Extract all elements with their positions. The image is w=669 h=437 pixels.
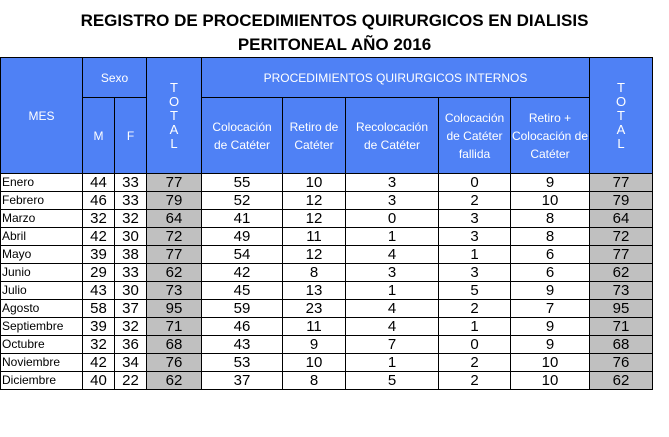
cell-f: 32	[115, 318, 147, 336]
cell-colocacion: 54	[202, 246, 283, 264]
cell-m: 40	[83, 372, 115, 390]
cell-colocacion: 37	[202, 372, 283, 390]
cell-retiro: 10	[283, 354, 346, 372]
cell-m: 43	[83, 282, 115, 300]
cell-colocacion-fallida: 3	[439, 264, 511, 282]
header-f: F	[115, 98, 147, 174]
cell-mes: Agosto	[1, 300, 83, 318]
cell-total: 62	[147, 372, 202, 390]
table-body	[1, 174, 653, 390]
cell-colocacion-fallida: 2	[439, 372, 511, 390]
page-subtitle: PERITONEAL AÑO 2016	[237, 35, 432, 54]
cell-retiro: 8	[283, 264, 346, 282]
total-letter: O	[615, 93, 627, 109]
cell-colocacion-fallida: 2	[439, 192, 511, 210]
cell-retiro-colocacion: 10	[511, 192, 590, 210]
cell-total-2: 77	[590, 174, 653, 192]
cell-m: 39	[83, 318, 115, 336]
cell-recolocacion: 7	[346, 336, 439, 354]
cell-recolocacion: 0	[346, 210, 439, 228]
cell-colocacion: 55	[202, 174, 283, 192]
cell-retiro-colocacion: 10	[511, 354, 590, 372]
cell-total-2: 79	[590, 192, 653, 210]
cell-mes: Enero	[1, 174, 83, 192]
cell-recolocacion: 4	[346, 300, 439, 318]
cell-f: 33	[115, 264, 147, 282]
cell-total: 77	[147, 174, 202, 192]
cell-total-2: 71	[590, 318, 653, 336]
cell-colocacion-fallida: 5	[439, 282, 511, 300]
cell-m: 44	[83, 174, 115, 192]
cell-recolocacion: 4	[346, 318, 439, 336]
cell-colocacion: 46	[202, 318, 283, 336]
total-letter: T	[170, 107, 178, 123]
cell-total-2: 64	[590, 210, 653, 228]
cell-retiro: 11	[283, 228, 346, 246]
total-letter: A	[616, 121, 626, 137]
cell-f: 30	[115, 228, 147, 246]
cell-retiro-colocacion: 9	[511, 318, 590, 336]
total-letter: L	[617, 135, 625, 151]
cell-mes: Junio	[1, 264, 83, 282]
cell-colocacion: 52	[202, 192, 283, 210]
cell-mes: Noviembre	[1, 354, 83, 372]
total-letter: T	[617, 79, 625, 95]
cell-total: 62	[147, 264, 202, 282]
cell-retiro-colocacion: 6	[511, 246, 590, 264]
cell-mes: Marzo	[1, 210, 83, 228]
cell-total-2: 76	[590, 354, 653, 372]
table-row	[1, 192, 653, 210]
table-row	[1, 228, 653, 246]
header-recolocacion: Recolocación de Catéter	[346, 98, 439, 174]
cell-retiro: 10	[283, 174, 346, 192]
cell-total-2: 95	[590, 300, 653, 318]
total-letter: A	[169, 121, 179, 137]
table-row	[1, 174, 653, 192]
registro-table	[0, 57, 653, 390]
cell-colocacion-fallida: 3	[439, 228, 511, 246]
cell-colocacion-fallida: 3	[439, 210, 511, 228]
cell-retiro: 12	[283, 246, 346, 264]
cell-f: 30	[115, 282, 147, 300]
cell-retiro-colocacion: 8	[511, 210, 590, 228]
total-letter: O	[168, 93, 180, 109]
header-mes: MES	[1, 58, 83, 174]
cell-mes: Septiembre	[1, 318, 83, 336]
header-total-2	[590, 58, 653, 174]
cell-m: 32	[83, 336, 115, 354]
cell-mes: Julio	[1, 282, 83, 300]
total-letter: T	[617, 107, 625, 123]
header-total	[147, 58, 202, 174]
cell-colocacion: 45	[202, 282, 283, 300]
cell-retiro-colocacion: 9	[511, 282, 590, 300]
cell-recolocacion: 1	[346, 354, 439, 372]
cell-recolocacion: 4	[346, 246, 439, 264]
header-m: M	[83, 98, 115, 174]
header-colocacion-fallida: Colocación de Catéter fallida	[439, 98, 511, 174]
table-row	[1, 264, 653, 282]
header-colocacion: Colocación de Catéter	[202, 98, 283, 174]
cell-colocacion: 59	[202, 300, 283, 318]
cell-total-2: 73	[590, 282, 653, 300]
cell-m: 32	[83, 210, 115, 228]
header-retiro-colocacion: Retiro + Colocación de Catéter	[511, 98, 590, 174]
table-row	[1, 336, 653, 354]
cell-f: 34	[115, 354, 147, 372]
cell-f: 33	[115, 192, 147, 210]
cell-f: 37	[115, 300, 147, 318]
cell-f: 32	[115, 210, 147, 228]
cell-recolocacion: 3	[346, 174, 439, 192]
table-row	[1, 354, 653, 372]
cell-total: 73	[147, 282, 202, 300]
cell-retiro: 9	[283, 336, 346, 354]
cell-m: 42	[83, 354, 115, 372]
cell-colocacion-fallida: 2	[439, 300, 511, 318]
cell-retiro-colocacion: 10	[511, 372, 590, 390]
cell-f: 33	[115, 174, 147, 192]
cell-recolocacion: 3	[346, 192, 439, 210]
cell-total: 64	[147, 210, 202, 228]
cell-colocacion-fallida: 0	[439, 336, 511, 354]
cell-m: 29	[83, 264, 115, 282]
header-sexo: Sexo	[83, 58, 147, 98]
cell-f: 22	[115, 372, 147, 390]
cell-total: 71	[147, 318, 202, 336]
cell-mes: Octubre	[1, 336, 83, 354]
cell-mes: Diciembre	[1, 372, 83, 390]
cell-m: 46	[83, 192, 115, 210]
cell-total: 76	[147, 354, 202, 372]
cell-colocacion-fallida: 0	[439, 174, 511, 192]
cell-f: 36	[115, 336, 147, 354]
cell-colocacion-fallida: 1	[439, 246, 511, 264]
cell-m: 58	[83, 300, 115, 318]
header-procedimientos: PROCEDIMIENTOS QUIRURGICOS INTERNOS	[202, 58, 590, 98]
table-row	[1, 318, 653, 336]
cell-total: 77	[147, 246, 202, 264]
cell-retiro: 8	[283, 372, 346, 390]
cell-retiro: 13	[283, 282, 346, 300]
table-row	[1, 372, 653, 390]
cell-recolocacion: 1	[346, 228, 439, 246]
cell-total-2: 68	[590, 336, 653, 354]
cell-mes: Febrero	[1, 192, 83, 210]
cell-retiro-colocacion: 6	[511, 264, 590, 282]
cell-retiro-colocacion: 7	[511, 300, 590, 318]
page-title: REGISTRO DE PROCEDIMIENTOS QUIRURGICOS EN DIALISIS	[80, 11, 589, 30]
cell-total: 68	[147, 336, 202, 354]
cell-recolocacion: 3	[346, 264, 439, 282]
cell-recolocacion: 1	[346, 282, 439, 300]
cell-total: 95	[147, 300, 202, 318]
cell-colocacion-fallida: 1	[439, 318, 511, 336]
cell-total-2: 62	[590, 372, 653, 390]
cell-total-2: 72	[590, 228, 653, 246]
cell-retiro: 11	[283, 318, 346, 336]
cell-colocacion-fallida: 2	[439, 354, 511, 372]
total-letter: T	[170, 79, 178, 95]
cell-recolocacion: 5	[346, 372, 439, 390]
table-row	[1, 282, 653, 300]
cell-retiro: 12	[283, 210, 346, 228]
header-retiro: Retiro de Catéter	[283, 98, 346, 174]
table-row	[1, 210, 653, 228]
cell-m: 39	[83, 246, 115, 264]
cell-mes: Mayo	[1, 246, 83, 264]
cell-retiro-colocacion: 9	[511, 336, 590, 354]
cell-total: 72	[147, 228, 202, 246]
cell-f: 38	[115, 246, 147, 264]
cell-colocacion: 53	[202, 354, 283, 372]
cell-colocacion: 41	[202, 210, 283, 228]
cell-m: 42	[83, 228, 115, 246]
cell-total: 79	[147, 192, 202, 210]
total-letter: L	[170, 135, 178, 151]
table-row	[1, 246, 653, 264]
cell-colocacion: 42	[202, 264, 283, 282]
cell-total-2: 62	[590, 264, 653, 282]
cell-total-2: 77	[590, 246, 653, 264]
cell-retiro: 12	[283, 192, 346, 210]
cell-colocacion: 43	[202, 336, 283, 354]
cell-retiro: 23	[283, 300, 346, 318]
table-row	[1, 300, 653, 318]
cell-retiro-colocacion: 8	[511, 228, 590, 246]
cell-retiro-colocacion: 9	[511, 174, 590, 192]
cell-mes: Abril	[1, 228, 83, 246]
cell-colocacion: 49	[202, 228, 283, 246]
